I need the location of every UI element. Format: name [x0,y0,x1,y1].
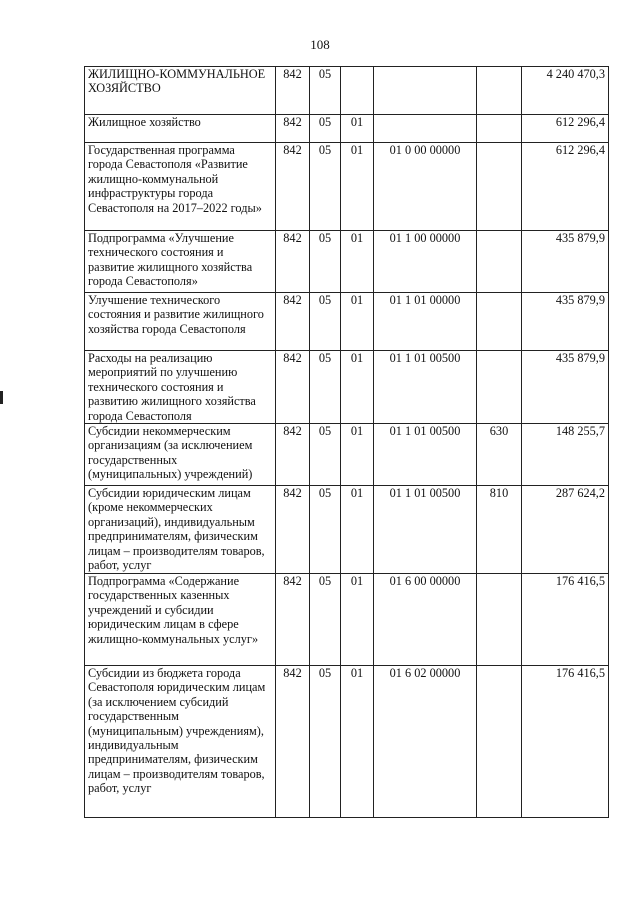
target-article-cell: 01 1 01 00500 [374,424,477,486]
target-article-cell: 01 6 00 00000 [374,574,477,666]
subsection-code-cell: 01 [341,293,374,351]
department-code-cell: 842 [276,293,310,351]
target-article-cell [374,67,477,115]
expense-type-cell [477,67,522,115]
subsection-code-cell: 01 [341,424,374,486]
table-row [85,351,609,424]
table-row [85,424,609,486]
table-row [85,666,609,818]
section-code-cell: 05 [310,143,341,231]
amount-cell: 4 240 470,3 [522,67,609,115]
table-row [85,67,609,115]
subsection-code-cell: 01 [341,574,374,666]
target-article-cell: 01 1 01 00000 [374,293,477,351]
expense-name-cell: Субсидии из бюджета города Севастополя юридическим лицам (за исключением субсидий государственным (муниципальным) учреждениям), индивидуальным предпринимателям, физическим лицам – производителям товаров, работ, услуг [85,666,276,818]
amount-cell: 612 296,4 [522,143,609,231]
section-code-cell: 05 [310,293,341,351]
expense-name-cell: Субсидии некоммерческим организациям (за исключением государственных (муниципальных) учреждений) [85,424,276,486]
target-article-cell: 01 6 02 00000 [374,666,477,818]
section-code-cell: 05 [310,67,341,115]
amount-cell: 612 296,4 [522,115,609,143]
expense-name-cell: Подпрограмма «Улучшение технического состояния и развитие жилищного хозяйства города Севастополя» [85,231,276,293]
subsection-code-cell: 01 [341,666,374,818]
page-number: 108 [310,37,330,52]
expense-type-cell: 810 [477,486,522,574]
section-code-cell: 05 [310,115,341,143]
table-row [85,486,609,574]
section-code-cell: 05 [310,231,341,293]
department-code-cell: 842 [276,666,310,818]
expense-type-cell [477,143,522,231]
subsection-code-cell: 01 [341,143,374,231]
expense-type-cell [477,231,522,293]
section-code-cell: 05 [310,666,341,818]
expense-name-cell: Жилищное хозяйство [85,115,276,143]
expense-type-cell [477,293,522,351]
department-code-cell: 842 [276,351,310,424]
expense-type-cell [477,574,522,666]
department-code-cell: 842 [276,424,310,486]
expense-name-cell: Расходы на реализацию мероприятий по улучшению технического состояния и развитию жилищного хозяйства города Севастополя [85,351,276,424]
amount-cell: 176 416,5 [522,574,609,666]
expense-name-cell: Субсидии юридическим лицам (кроме некоммерческих организаций), индивидуальным предпринимателям, физическим лицам – производителям товаров, работ, услуг [85,486,276,574]
target-article-cell: 01 1 00 00000 [374,231,477,293]
table-row [85,293,609,351]
subsection-code-cell: 01 [341,486,374,574]
budget-table [84,66,609,818]
margin-mark [0,391,3,404]
subsection-code-cell: 01 [341,351,374,424]
amount-cell: 287 624,2 [522,486,609,574]
expense-name-cell: Улучшение технического состояния и развитие жилищного хозяйства города Севастополя [85,293,276,351]
department-code-cell: 842 [276,486,310,574]
department-code-cell: 842 [276,143,310,231]
department-code-cell: 842 [276,67,310,115]
section-code-cell: 05 [310,351,341,424]
expense-type-cell [477,351,522,424]
subsection-code-cell: 01 [341,231,374,293]
target-article-cell: 01 1 01 00500 [374,486,477,574]
table-row [85,231,609,293]
section-code-cell: 05 [310,574,341,666]
section-code-cell: 05 [310,486,341,574]
subsection-code-cell: 01 [341,115,374,143]
expense-type-cell: 630 [477,424,522,486]
amount-cell: 176 416,5 [522,666,609,818]
expense-name-cell: Государственная программа города Севастополя «Развитие жилищно-коммунальной инфраструктуры города Севастополя на 2017–2022 годы» [85,143,276,231]
table-row [85,115,609,143]
table-row [85,143,609,231]
department-code-cell: 842 [276,574,310,666]
expense-name-cell: ЖИЛИЩНО-КОММУНАЛЬНОЕ ХОЗЯЙСТВО [85,67,276,115]
amount-cell: 435 879,9 [522,293,609,351]
target-article-cell [374,115,477,143]
department-code-cell: 842 [276,115,310,143]
expense-name-cell: Подпрограмма «Содержание государственных казенных учреждений и субсидии юридическим лицам в сфере жилищно-коммунальных услуг» [85,574,276,666]
amount-cell: 148 255,7 [522,424,609,486]
target-article-cell: 01 1 01 00500 [374,351,477,424]
table-row [85,574,609,666]
amount-cell: 435 879,9 [522,351,609,424]
expense-type-cell [477,666,522,818]
target-article-cell: 01 0 00 00000 [374,143,477,231]
subsection-code-cell [341,67,374,115]
department-code-cell: 842 [276,231,310,293]
expense-type-cell [477,115,522,143]
section-code-cell: 05 [310,424,341,486]
amount-cell: 435 879,9 [522,231,609,293]
